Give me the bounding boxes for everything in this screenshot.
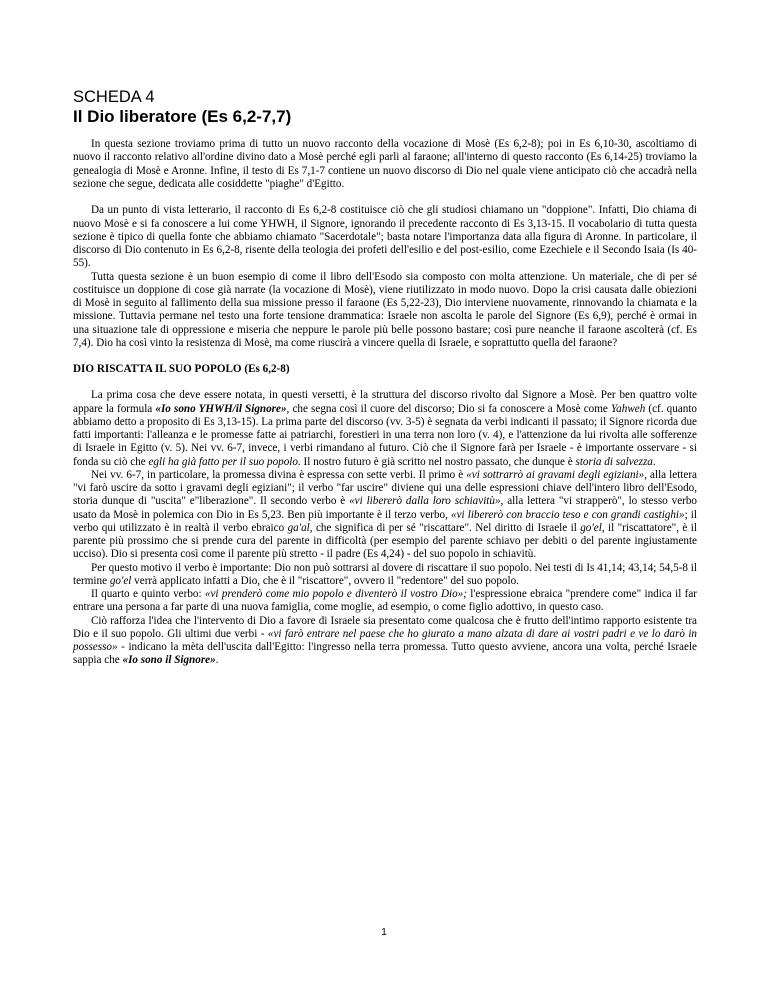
hebrew-term: go'el: [109, 574, 132, 587]
intro-paragraph-3: Tutta questa sezione è un buon esempio di come il libro dell'Esodo sia composto con molta attenzione. Un materiale, che di per sé costituisce un doppione di cose già narrate (la vocazione di Mosè), viene riutilizzato in modo nuovo. Dopo la crisi causata dalle obiezioni di Mosè in seguito al fallimento della sua missione presso il faraone (Es 5,22-23), Dio interviene nuovamente, rinnovando la chiamata e la missione. Tuttavia permane nel testo una forte tensione drammatica: Israele non ascolta le parole del Signore (Es 6,9), perché è ormai in una situazione tale di oppressione e miseria che neppure le parole più belle possono bastare; così pure neanche il faraone ascolterà (cf. Es 7,4). Dio ha così vinto la resistenza di Mosè, ma come riuscirà a vincere quella di Israele, e soprattutto quella del faraone?: [73, 270, 697, 349]
text-run: Per questo motivo il verbo è importante: Dio non può sottrarsi al dovere di riscattare il suo popolo. Nei testi di Is 41,14; 43,14; 54,5-8 il termine: [73, 561, 697, 587]
text-run: , il "riscattatore", è il parente più prossimo che si prende cura del parente in difficoltà (per esempio del parente schiavo per debiti o del parente ingiustamente ucciso). Dio si presenta così come il parente più stretto - il padre (Es 4,24) - del suo popolo in schiavitù.: [73, 521, 697, 561]
section-paragraph-3: [73, 562, 697, 589]
text-run: l'espressione ebraica "prendere come" indica il far entrare una persona a far parte di una nuova famiglia, come moglie, ad esempio, o come figlio adottivo, in questo caso.: [73, 588, 698, 614]
text-run: , che significa di per sé "riscattare". Nel diritto di Israele il: [309, 521, 581, 534]
verb-quote: «vi farò entrare nel paese che ho giurato a mano alzata di dare ai vostri padri e ve lo darò in possesso»: [73, 627, 697, 653]
section-paragraph-2: [73, 469, 697, 562]
text-run: ; il verbo qui utilizzato è in realtà il verbo ebraico: [73, 508, 698, 534]
document-body: [73, 138, 697, 668]
text-run: Il quarto e quinto verbo:: [91, 588, 205, 600]
intro-paragraph-1: In questa sezione troviamo prima di tutto un nuovo racconto della vocazione di Mosè (Es 6,2-8); poi in Es 6,10-30, ascoltiamo di nuovo il racconto relativo all'ordine divino dato a Mosè perché egli parli al faraone; all'interno di questo racconto (Es 6,14-25) troviamo la genealogia di Mosè e Aronne. Infine, il testo di Es 7,1-7 contiene un nuovo discorso di Dio nel quale viene anticipato ciò che accadrà nella sezione che segue, dedicata alle cosiddette "piaghe" d'Egitto.: [73, 138, 697, 190]
verb-quote: «vi libererò dalla loro schiavitù»: [349, 495, 501, 508]
page-title: Il Dio liberatore (Es 6,2-7,7): [73, 107, 292, 126]
text-run: Ciò rafforza l'idea che l'intervento di Dio a favore di Israele sia presentato come qualcosa che è frutto dell'intimo rapporto esistente tra Dio e il suo popolo. Gli ultimi due verbi -: [73, 614, 697, 640]
verb-quote: «vi prenderò come mio popolo e diventerò il vostro Dio»;: [204, 588, 467, 600]
formula-quote: «Io sono il Signore»: [122, 654, 216, 667]
section-paragraph-4: [73, 588, 697, 615]
text-run: , alla lettera "vi farò uscire da sotto i gravami degli egiziani"; il verbo "far uscire" diviene qui una delle espressioni chiave dell'intero libro dell'Esodo, storia dunque di "uscita" e"liberazione". Il secondo verbo è: [73, 468, 697, 508]
text-run: Nei vv. 6-7, in particolare, la promessa divina è espressa con sette verbi. Il primo è: [91, 468, 467, 481]
term-italic: Yahweh: [611, 402, 646, 415]
text-run: (cf. quanto abbiamo detto a proposito di Es 3,13-15). La prima parte del discorso (vv. 3-5) è segnata da verbi indicanti il passato; il Signore ricorda due fatti importanti: l'alleanza e le promesse fatte ai patriarchi, forestieri in una terra non loro (v. 4), e l'attenzione da lui rivolta alle sofferenze di Israele in Egitto (v. 5). Nei vv. 6-7, invece, i verbi rimandano al futuro. Ciò che il Signore farà per Israele - è importante osservare - si fonda su ciò che: [73, 402, 697, 468]
intro-paragraph-2: Da un punto di vista letterario, il racconto di Es 6,2-8 costituisce ciò che gli studiosi chiamano un "doppione". Infatti, Dio chiama di nuovo Mosè e si fa conoscere a lui come YHWH, il Signore, ignorando il precedente racconto di Es 3,13-15. Il vocabolario di tutta questa sezione è tipico di quella fonte che abbiamo chiamato "Sacerdotale"; basta notare l'importanza data alla figura di Aronne. In particolare, il discorso di Dio contenuto in Es 6,2-8, risente della teologia dei profeti dell'esilio e del post-esilio, come Ezechiele e il Secondo Isaia (Is 40-55).: [73, 204, 697, 270]
emphasis-italic: storia di salvezza: [575, 455, 653, 468]
section-heading: DIO RISCATTA IL SUO POPOLO (Es 6,2-8): [73, 363, 290, 375]
text-run: , alla lettera "vi strapperò", lo stesso verbo usato da Mosè in polemica con Dio in Es 5,23. Ben più importante è il terzo verbo,: [73, 495, 697, 521]
verb-quote: «vi sottrarrò ai gravami degli egiziani»: [466, 468, 645, 481]
page-number: 1: [381, 927, 387, 938]
emphasis-italic: egli ha già fatto per il suo popolo.: [148, 455, 301, 468]
text-run: La prima cosa che deve essere notata, in questi versetti, è la struttura del discorso rivolto dal Signore a Mosè. Per ben quattro volte appare la formula: [73, 389, 697, 415]
hebrew-term: ga'al: [287, 521, 310, 534]
text-run: .: [652, 455, 656, 468]
text-run: Il nostro futuro è già scritto nel nostro passato, che dunque è: [300, 455, 576, 468]
hebrew-term: go'el: [580, 521, 602, 534]
text-run: , che segna così il cuore del discorso; Dio si fa conoscere a Mosè come: [286, 402, 611, 415]
text-run: verrà applicato infatti a Dio, che è il "riscattore", ovvero il "redentore" del suo popolo.: [131, 574, 519, 587]
section-paragraph-1: [73, 389, 697, 469]
section-paragraph-5: [73, 615, 697, 668]
section-label: SCHEDA 4: [73, 88, 155, 106]
text-run: .: [215, 654, 219, 667]
formula-quote: «Io sono YHWH/il Signore»: [155, 402, 287, 415]
text-run: - indicano la mèta dell'uscita dall'Egitto: l'ingresso nella terra promessa. Tutto questo avviene, ancora una volta, perché Israele sappia che: [73, 641, 697, 667]
verb-quote: «vi libererò con braccio teso e con grandi castighi»: [451, 508, 685, 521]
